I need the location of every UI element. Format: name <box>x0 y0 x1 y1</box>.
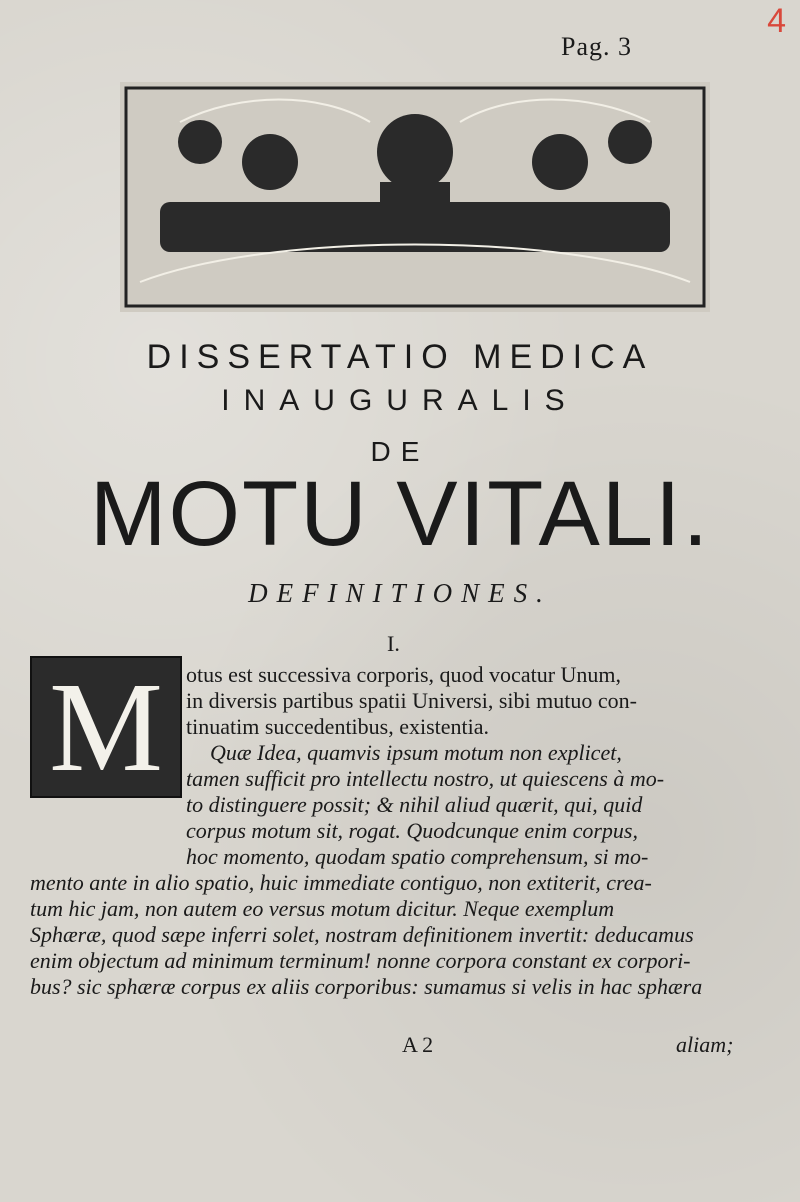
title-line-inauguralis: INAUGURALIS <box>221 384 579 417</box>
subtitle-definitiones: DEFINITIONES. <box>248 578 552 608</box>
main-title: MOTU VITALI. <box>89 463 711 565</box>
text-line: Quæ Idea, quamvis ipsum motum non explicet, <box>210 740 622 765</box>
text-line: in diversis partibus spatii Universi, sibi mutuo con- <box>186 688 637 713</box>
text-line: Sphæræ, quod sæpe inferri solet, nostram definitionem invertit: deducamus <box>30 922 694 947</box>
text-line: to distinguere possit; & nihil aliud quærit, qui, quid <box>186 792 643 817</box>
title-line-dissertatio: DISSERTATIO MEDICA <box>146 338 654 376</box>
section-number: I. <box>387 631 400 656</box>
catchword: aliam; <box>676 1032 734 1057</box>
corner-mark: 4 <box>767 2 786 40</box>
text-line: hoc momento, quodam spatio comprehensum, si mo- <box>186 844 649 869</box>
text-line: tum hic jam, non autem eo versus motum dicitur. Neque exemplum <box>30 896 615 921</box>
page-number: Pag. 3 <box>561 32 632 61</box>
text-line: bus? sic sphæræ corpus ex aliis corporibus: sumamus si velis in hac sphæra <box>30 974 703 999</box>
text-line: tamen sufficit pro intellectu nostro, ut quiescens à mo- <box>186 766 665 791</box>
text-line: mento ante in alio spatio, huic immediate contiguo, non extiterit, crea- <box>30 870 652 895</box>
text-line: enim objectum ad minimum terminum! nonne corpora constant ex corpori- <box>30 948 691 973</box>
text-line: corpus motum sit, rogat. Quodcunque enim corpus, <box>186 818 638 843</box>
signature-mark: A 2 <box>402 1032 434 1057</box>
decorated-initial-m <box>30 656 182 798</box>
initial-letter: M <box>49 656 163 798</box>
headpiece-ornament-image <box>120 82 710 312</box>
text-line: tinuatim succedentibus, existentia. <box>186 714 490 739</box>
text-line: otus est successiva corporis, quod vocatur Unum, <box>186 662 622 687</box>
title-line-de: DE <box>370 436 430 467</box>
